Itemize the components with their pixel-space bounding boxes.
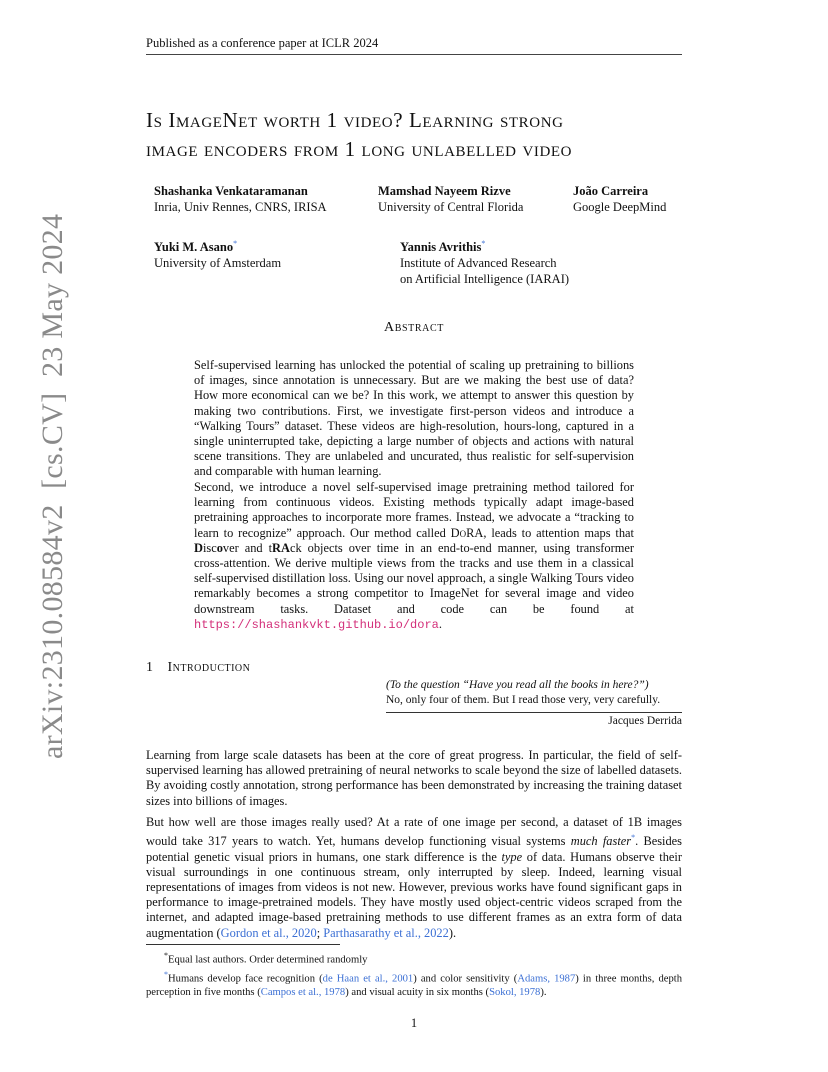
author-block-2 [378, 183, 523, 215]
epigraph-attribution: Jacques Derrida [608, 715, 682, 727]
epigraph [386, 678, 682, 708]
citation-link[interactable]: Parthasarathy et al., 2022 [323, 925, 449, 940]
method-name: DoRA [450, 525, 484, 540]
author-affiliation: University of Central Florida [378, 200, 524, 214]
footnote-mark[interactable]: * [631, 833, 636, 843]
abstract-heading: Abstract [384, 320, 444, 335]
author-affiliation: University of Amsterdam [154, 256, 282, 271]
author-affiliation-2: on Artificial Intelligence (IARAI) [400, 272, 570, 287]
citation-link[interactable]: Campos et al., 1978 [260, 987, 346, 999]
footnote-2: *Humans develop face recognition (de Haan et al., 2001) and color sensitivity (Adams, 1987) in three months, depth perception in five months (Campos et al., 1978) and visual acuity in six months (Sokol, 1978). [146, 969, 682, 999]
author-name: João Carreira [573, 184, 649, 198]
running-header: Published as a conference paper at ICLR 2024 [146, 36, 379, 50]
intro-paragraph-1: Learning from large scale datasets has been at the core of great progress. In particular, the field of self-supervised learning has allowed pretraining of neural networks to scale beyond the size of labelled datasets. By avoiding costly annotation, strong performance has been demonstrated by increasing the training dataset sizes into billions of images. [146, 748, 682, 808]
epigraph-line-1: (To the question “Have you read all the books in here?”) [386, 679, 649, 691]
dataset-link[interactable]: https://shashankvkt.github.io/dora [194, 617, 439, 632]
abstract-paragraph-2: Second, we introduce a novel self-supervised image pretraining method tailored for learning from continuous videos. Existing methods typically adapt image-based pretraining approaches to incorporate more frames. Instead, we advocate a “tracking to learn to recognize” approach. Our method called DoRA, leads to attention maps that Discover and tRAck objects over time in an end-to-end manner, using transformer cross-attention. We derive multiple views from the tracks and use them in a classical self-supervised distillation loss. Using our novel approach, a single Walking Tours video remarkably becomes a strong competitor to ImageNet for several image and video downstream tasks. Dataset and code can be found at https://shashankvkt.github.io/dora. [194, 480, 635, 632]
author-block-4 [154, 236, 281, 271]
author-name: Yannis Avrithis [400, 240, 482, 255]
header-rule [146, 54, 682, 55]
citation-link[interactable]: Gordon et al., 2020 [220, 925, 317, 940]
title-line-1: Is ImageNet worth 1 video? Learning strong [146, 108, 564, 132]
abstract-paragraph-1: Self-supervised learning has unlocked the potential of scaling up pretraining to billions of images, since annotation is unnecessary. But are we making the best use of data? How more economical can we be? In this work, we attempt to answer this question by making two contributions. First, we investigate first-person videos and introduce a “Walking Tours” dataset. These videos are high-resolution, hours-long, captured in a single uninterrupted take, depicting a large number of objects and actions with natural scene transitions. They are unlabeled and uncurated, thus realistic for self-supervision and comparable with human learning. [194, 358, 634, 479]
footnotes [146, 949, 682, 1000]
epigraph-line-2: No, only four of them. But I read those very, very carefully. [386, 694, 661, 706]
author-affiliation: Inria, Univ Rennes, CNRS, IRISA [154, 200, 327, 214]
paper-title [146, 106, 686, 164]
citation-link[interactable]: de Haan et al., 2001 [322, 973, 414, 985]
title-line-2: image encoders from 1 long unlabelled video [146, 137, 573, 161]
author-affiliation: Google DeepMind [573, 200, 667, 214]
page-number: 1 [410, 1016, 418, 1030]
author-mark[interactable]: * [481, 239, 486, 248]
author-affiliation: Institute of Advanced Research [400, 256, 557, 271]
section-number: 1 [146, 660, 154, 675]
intro-paragraph-2: But how well are those images really used? At a rate of one image per second, a dataset of 1B images would take 317 years to watch. Yet, humans develop functioning visual systems much faster*. Besides potential genetic visual priors in humans, one stark difference is the type of data. Humans observe their visual surroundings in one continuous stream, only interrupted by sleep. Indeed, learning visual representations of images from videos is not new. However, previous works have found significant gaps in performance to image-pretrained models. They have mostly used object-centric videos scraped from the internet, and adapted image-based pretraining methods to use different frames as an extra form of data augmentation (Gordon et al., 2020; Parthasarathy et al., 2022). [146, 815, 682, 940]
footnote-rule [146, 944, 340, 945]
section-title: Introduction [167, 660, 251, 675]
author-block-3 [573, 183, 666, 215]
author-mark[interactable]: * [233, 239, 238, 248]
arxiv-identifier: arXiv:2310.08584v2 [cs.CV] 23 May 2024 [36, 213, 69, 759]
citation-link[interactable]: Adams, 1987 [517, 973, 576, 985]
citation-link[interactable]: Sokol, 1978 [489, 987, 541, 999]
author-name: Shashanka Venkataramanan [154, 184, 308, 198]
section-heading [146, 660, 250, 676]
epigraph-rule [386, 712, 682, 713]
author-name: Yuki M. Asano [154, 240, 234, 255]
author-block-1 [154, 183, 327, 215]
author-name: Mamshad Nayeem Rizve [378, 184, 511, 198]
author-block-5 [400, 236, 569, 287]
footnote-1: *Equal last authors. Order determined randomly [164, 951, 368, 966]
